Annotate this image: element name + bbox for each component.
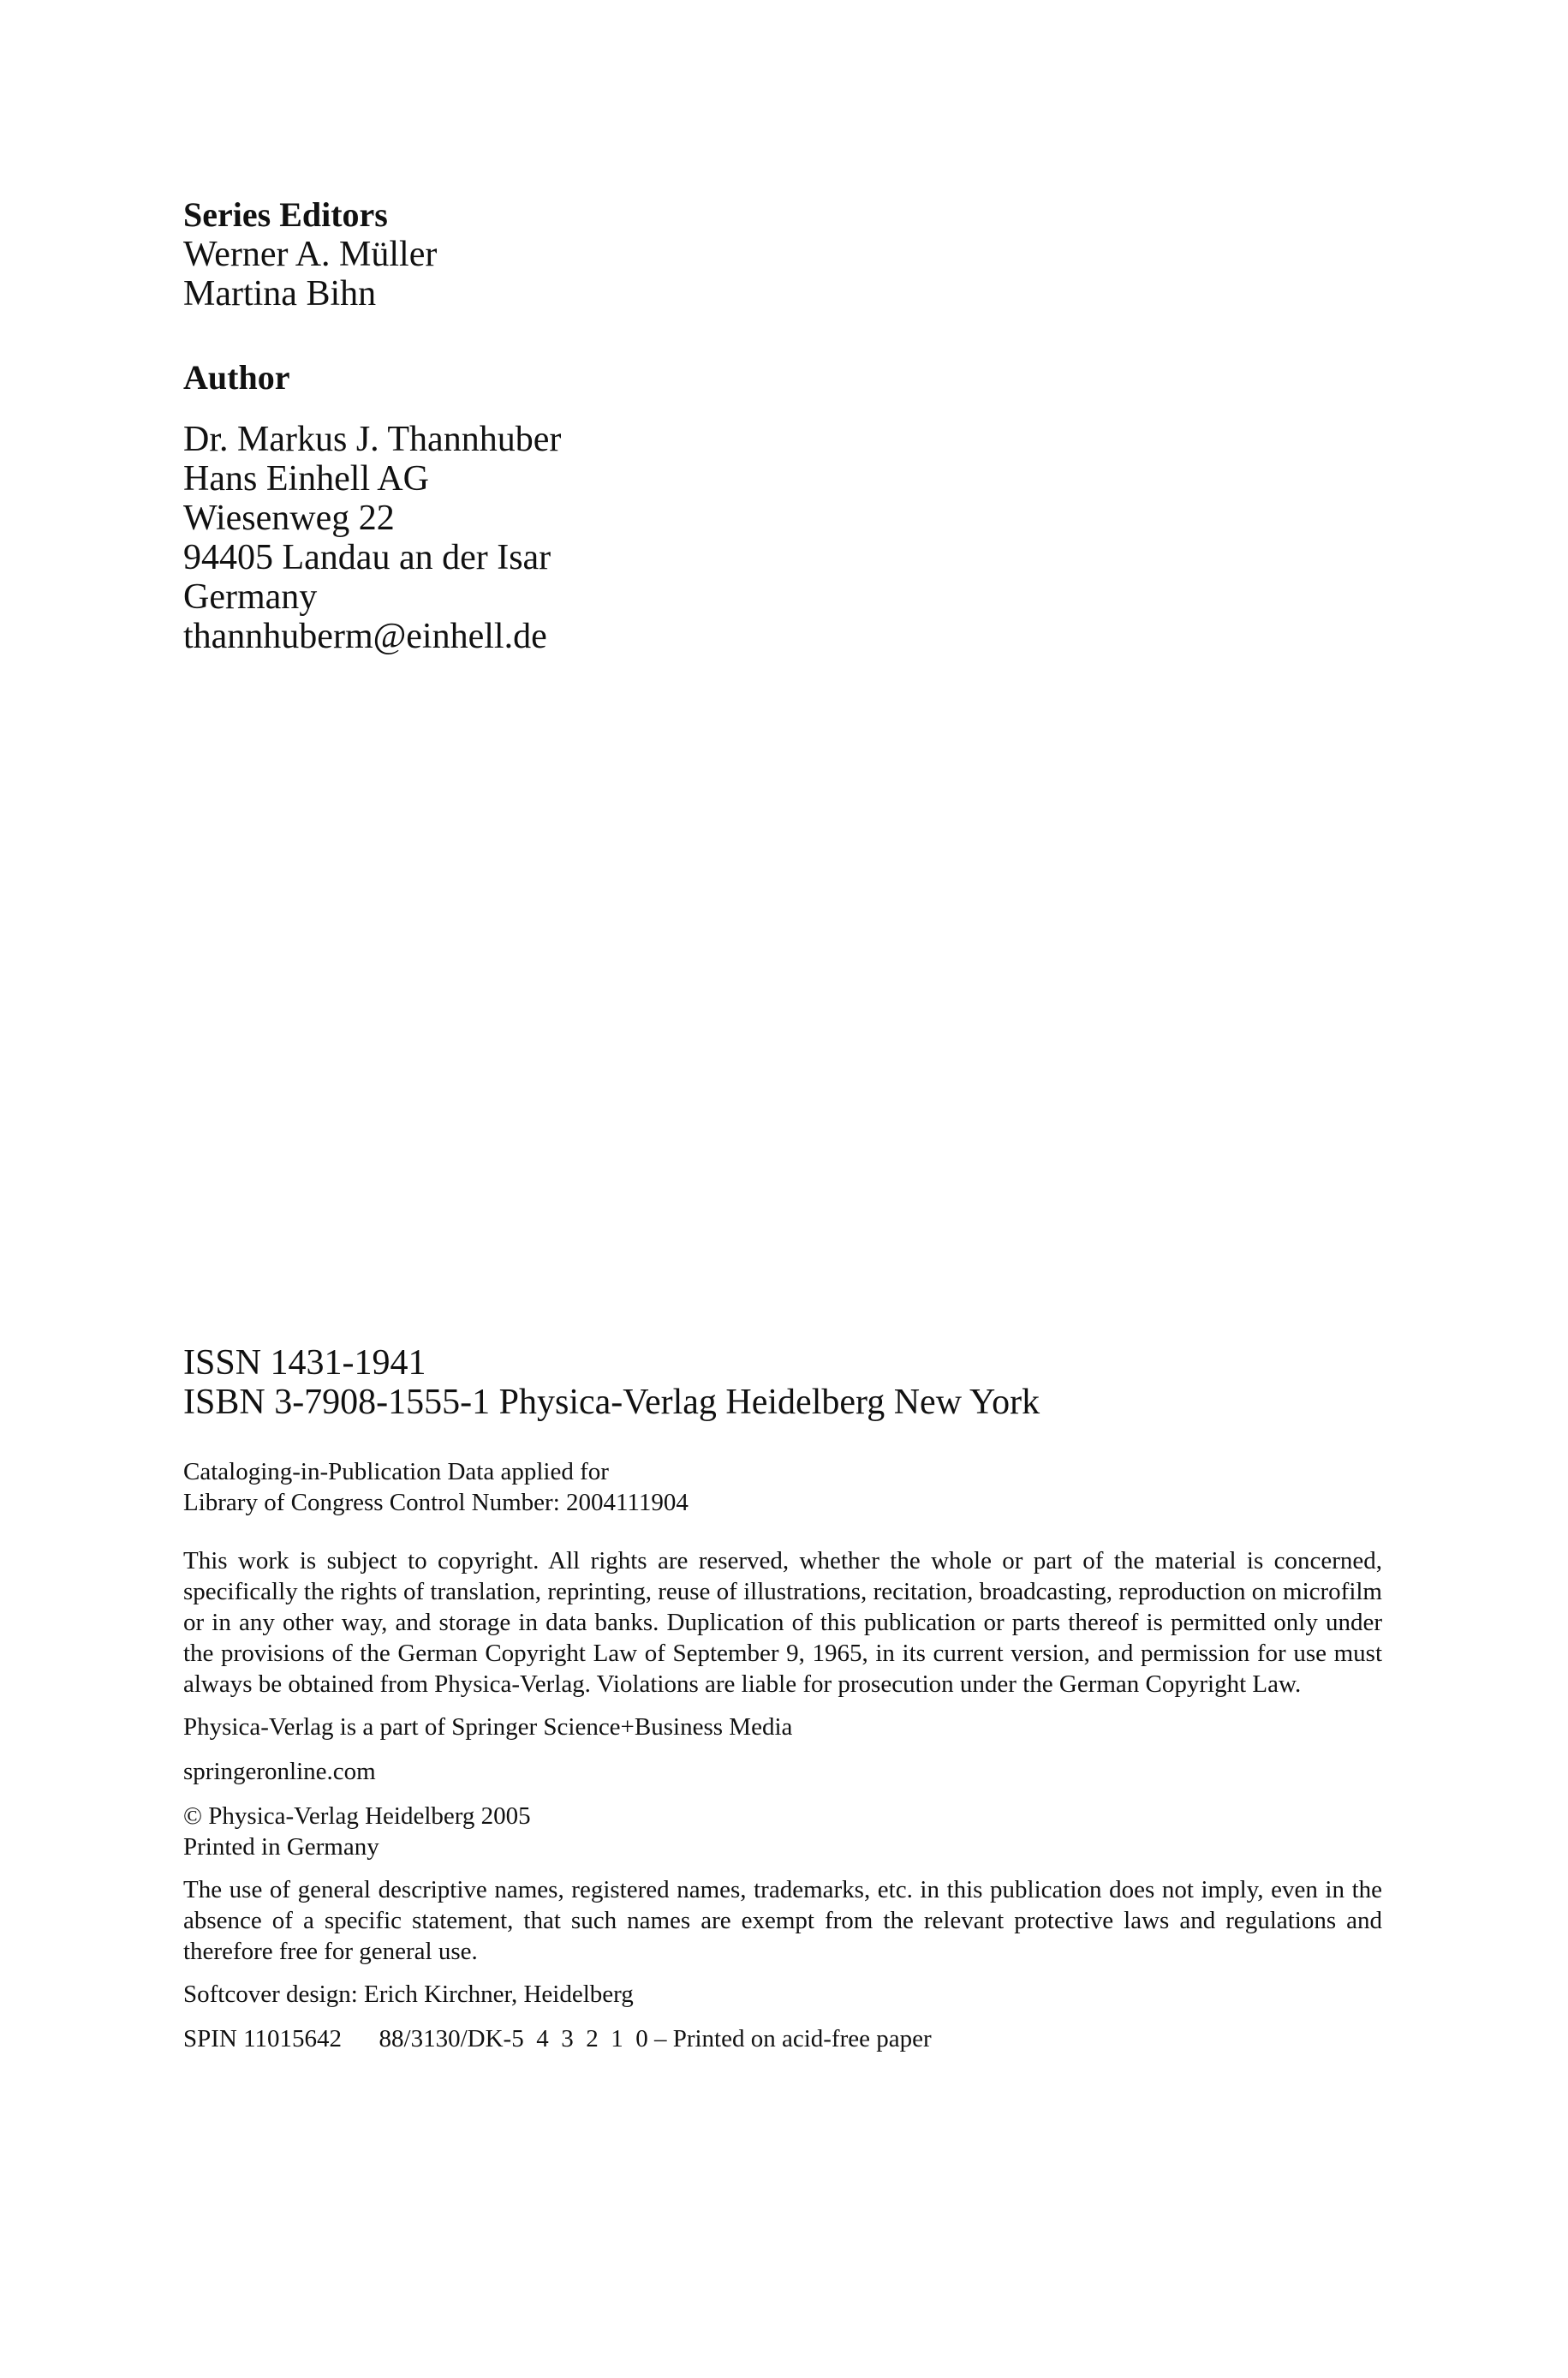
series-editors-heading: Series Editors bbox=[183, 195, 388, 234]
website: springeronline.com bbox=[183, 1758, 376, 1785]
spin-line: SPIN 11015642 88/3130/DK-5 4 3 2 1 0 – Printed on acid-free paper bbox=[183, 2025, 932, 2052]
author-street: Wiesenweg 22 bbox=[183, 499, 395, 538]
publisher-note: Physica-Verlag is a part of Springer Science+Business Media bbox=[183, 1713, 793, 1741]
series-editor-name: Werner A. Müller bbox=[183, 235, 438, 274]
isbn-line: ISBN 3-7908-1555-1 Physica-Verlag Heidelberg New York bbox=[183, 1383, 1040, 1422]
series-editor-name: Martina Bihn bbox=[183, 274, 377, 314]
cip-block bbox=[183, 1456, 1382, 1518]
copyright-line: © Physica-Verlag Heidelberg 2005 bbox=[183, 1802, 531, 1830]
author-section bbox=[183, 358, 561, 656]
copyright-notice: This work is subject to copyright. All rights are reserved, whether the whole or part of the material is concerned, specifically the rights of translation, reprinting, reuse of illustrations, recitation, broadcasting, reproduction on microfilm or in any other way, and storage in data banks. Duplication of this publication or parts thereof is permitted only under the provisions of the German Copyright Law of September 9, 1965, in its current version, and permission for use must always be obtained from Physica-Verlag. Violations are liable for prosecution under the German Copyright Law. bbox=[183, 1547, 1382, 1698]
trademark-notice: The use of general descriptive names, registered names, trademarks, etc. in this publication does not imply, even in the absence of a specific statement, that such names are exempt from the relevant protective laws and regulations and therefore free for general use. bbox=[183, 1876, 1382, 1965]
author-country: Germany bbox=[183, 577, 318, 617]
author-name: Dr. Markus J. Thannhuber bbox=[183, 420, 562, 459]
copyright-block bbox=[183, 1801, 1382, 1862]
cip-line: Cataloging-in-Publication Data applied for bbox=[183, 1458, 609, 1485]
lccn-line: Library of Congress Control Number: 2004111904 bbox=[183, 1489, 689, 1516]
softcover-design: Softcover design: Erich Kirchner, Heidelberg bbox=[183, 1981, 634, 2008]
author-heading: Author bbox=[183, 358, 290, 397]
issn-line: ISSN 1431-1941 bbox=[183, 1343, 426, 1383]
author-email: thannhuberm@einhell.de bbox=[183, 617, 547, 656]
author-city: 94405 Landau an der Isar bbox=[183, 538, 551, 577]
series-editors-section bbox=[183, 195, 437, 314]
printed-in: Printed in Germany bbox=[183, 1833, 379, 1861]
legal-section bbox=[183, 1456, 1382, 2065]
identifiers-section bbox=[183, 1343, 1040, 1422]
author-company: Hans Einhell AG bbox=[183, 459, 429, 499]
